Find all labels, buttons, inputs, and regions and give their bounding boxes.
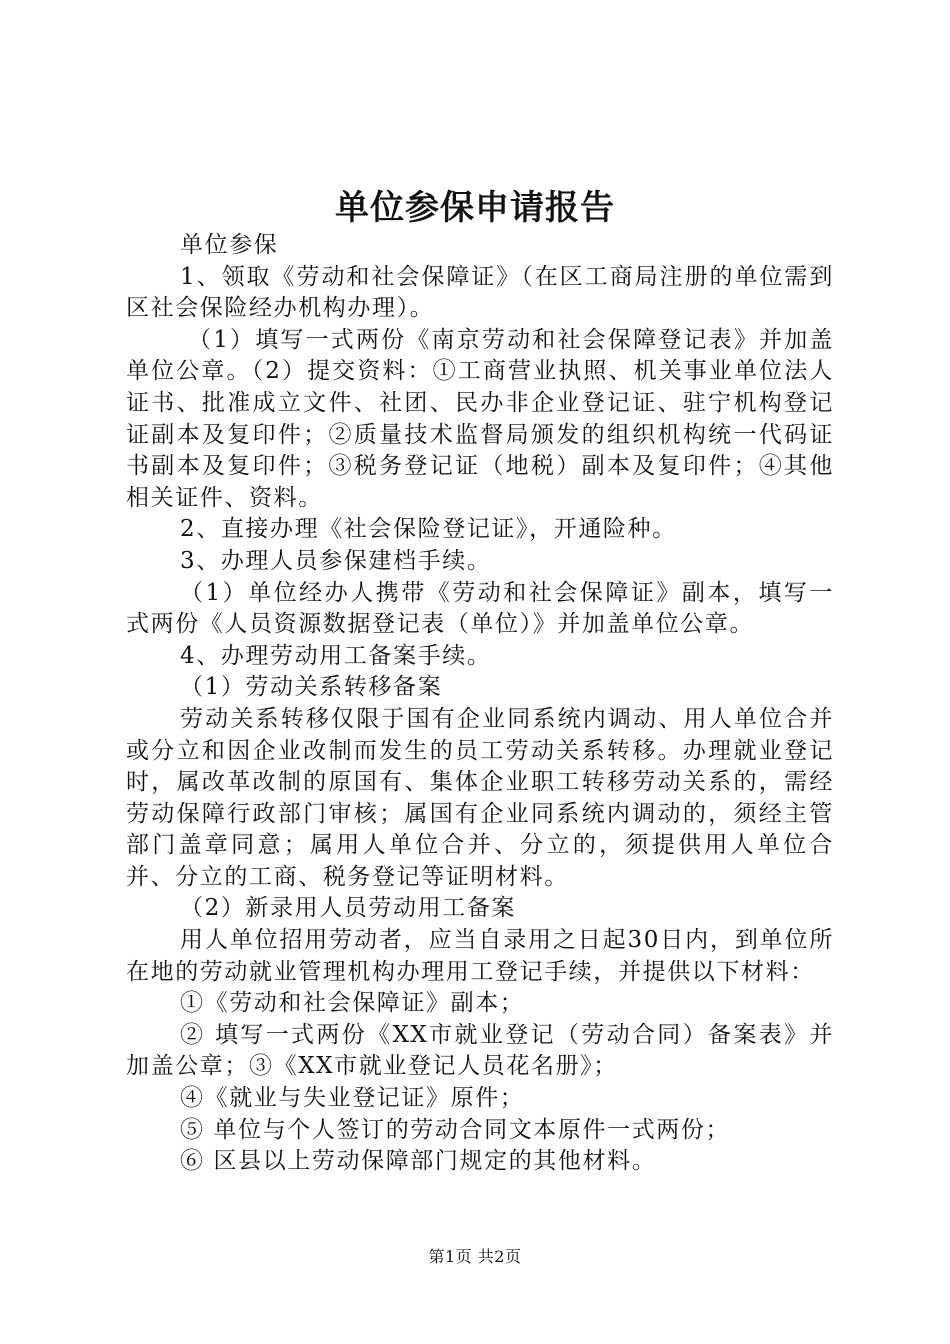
paragraph-step-4-sub-1-detail: 劳动关系转移仅限于国有企业同系统内调动、用人单位合并或分立和因企业改制而发生的员工劳动关系转移。办理就业登记时，属改革改制的原国有、集体企业职工转移劳动关系的，需经劳动保障行政部门审核；属国有企业同系统内调动的，须经主管部门盖章同意；属用人单位合并、分立的，须提供用人单位合并、分立的工商、税务登记等证明材料。: [126, 705, 834, 890]
paragraph-step-4-sub-1: （1）劳动关系转移备案: [180, 674, 443, 701]
document-body: [126, 230, 834, 1178]
list-item-material-5: ⑤ 单位与个人签订的劳动合同文本原件一式两份；: [180, 1116, 731, 1143]
paragraph-step-1-detail: （1）填写一式两份《南京劳动和社会保障登记表》并加盖单位公章。（2）提交资料：①工商营业执照、机关事业单位法人证书、批准成立文件、社团、民办非企业登记证、驻宁机构登记证副本及复印件；②质量技术监督局颁发的组织机构统一代码证书副本及复印件；③税务登记证（地税）副本及复印件；④其他相关证件、资料。: [126, 326, 834, 511]
paragraph-step-4-sub-2: （2）新录用人员劳动用工备案: [180, 895, 517, 922]
paragraph-step-1: 1、领取《劳动和社会保障证》（在区工商局注册的单位需到区社会保险经办机构办理）。: [126, 263, 834, 322]
section-heading: 单位参保: [180, 232, 279, 258]
paragraph-step-3-detail: （1）单位经办人携带《劳动和社会保障证》副本，填写一式两份《人员资源数据登记表（单位）》并加盖单位公章。: [126, 579, 834, 638]
paragraph-step-2: 2、直接办理《社会保险登记证》，开通险种。: [180, 516, 677, 543]
page-footer: 第1页 共2页: [428, 1247, 522, 1266]
list-item-material-4: ④《就业与失业登记证》原件；: [180, 1085, 525, 1112]
paragraph-step-4-sub-2-detail: 用人单位招用劳动者，应当自录用之日起30日内，到单位所在地的劳动就业管理机构办理用工登记手续，并提供以下材料：: [126, 927, 834, 985]
document-title: 单位参保申请报告: [335, 188, 615, 228]
list-item-material-6: ⑥ 区县以上劳动保障部门规定的其他材料。: [180, 1148, 657, 1175]
paragraph-step-4: 4、办理劳动用工备案手续。: [180, 642, 492, 669]
list-item-material-1: ①《劳动和社会保障证》副本；: [180, 990, 525, 1017]
list-item-material-2-3: ② 填写一式两份《XX市就业登记（劳动合同）备案表》并加盖公章；③《XX市就业登记人员花名册》；: [126, 1021, 834, 1080]
paragraph-step-3: 3、办理人员参保建档手续。: [180, 547, 492, 574]
